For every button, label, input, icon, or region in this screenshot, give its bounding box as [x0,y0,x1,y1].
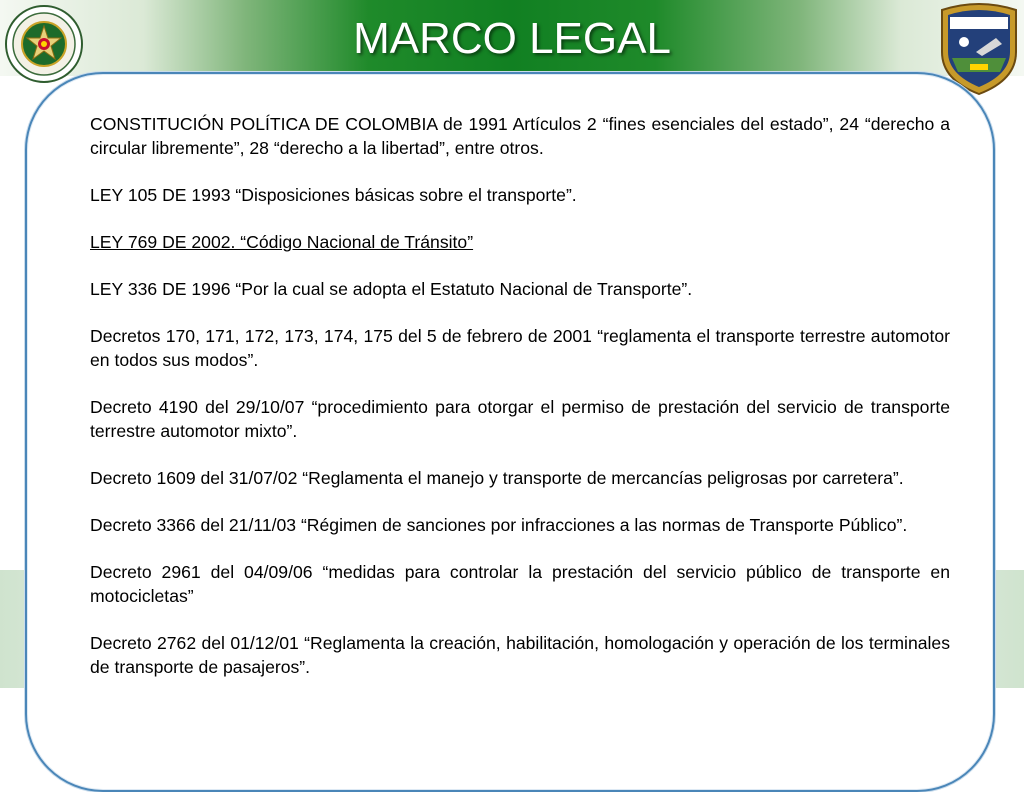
paragraph-ley-336: LEY 336 DE 1996 “Por la cual se adopta el Estatuto Nacional de Transporte”. [90,279,693,299]
paragraph-decreto-3366: Decreto 3366 del 21/11/03 “Régimen de sanciones por infracciones a las normas de Transporte Público”. [90,515,908,535]
page-title: MARCO LEGAL [353,14,671,63]
paragraph-ley-769: LEY 769 DE 2002. “Código Nacional de Tránsito” [90,232,474,252]
paragraph-decreto-1609: Decreto 1609 del 31/07/02 “Reglamenta el manejo y transporte de mercancías peligrosas por carretera”. [90,468,904,488]
legal-framework-list [90,112,950,702]
paragraph-ley-105: LEY 105 DE 1993 “Disposiciones básicas sobre el transporte”. [90,185,577,205]
paragraph-constitucion: CONSTITUCIÓN POLÍTICA DE COLOMBIA de 1991 Artículos 2 “fines esenciales del estado”, 24 “derecho a circular libremente”, 28 “derecho a la libertad”, entre otros. [90,114,950,158]
paragraph-decretos-170-175: Decretos 170, 171, 172, 173, 174, 175 del 5 de febrero de 2001 “reglamenta el transporte terrestre automotor en todos sus modos”. [90,326,950,370]
paragraph-decreto-2762: Decreto 2762 del 01/12/01 “Reglamenta la creación, habilitación, homologación y operación de los terminales de transporte de pasajeros”. [90,633,950,677]
paragraph-decreto-2961: Decreto 2961 del 04/09/06 “medidas para controlar la prestación del servicio público de transporte en motocicletas” [90,562,950,606]
paragraph-decreto-4190: Decreto 4190 del 29/10/07 “procedimiento para otorgar el permiso de prestación del servicio de transporte terrestre automotor mixto”. [90,397,950,441]
